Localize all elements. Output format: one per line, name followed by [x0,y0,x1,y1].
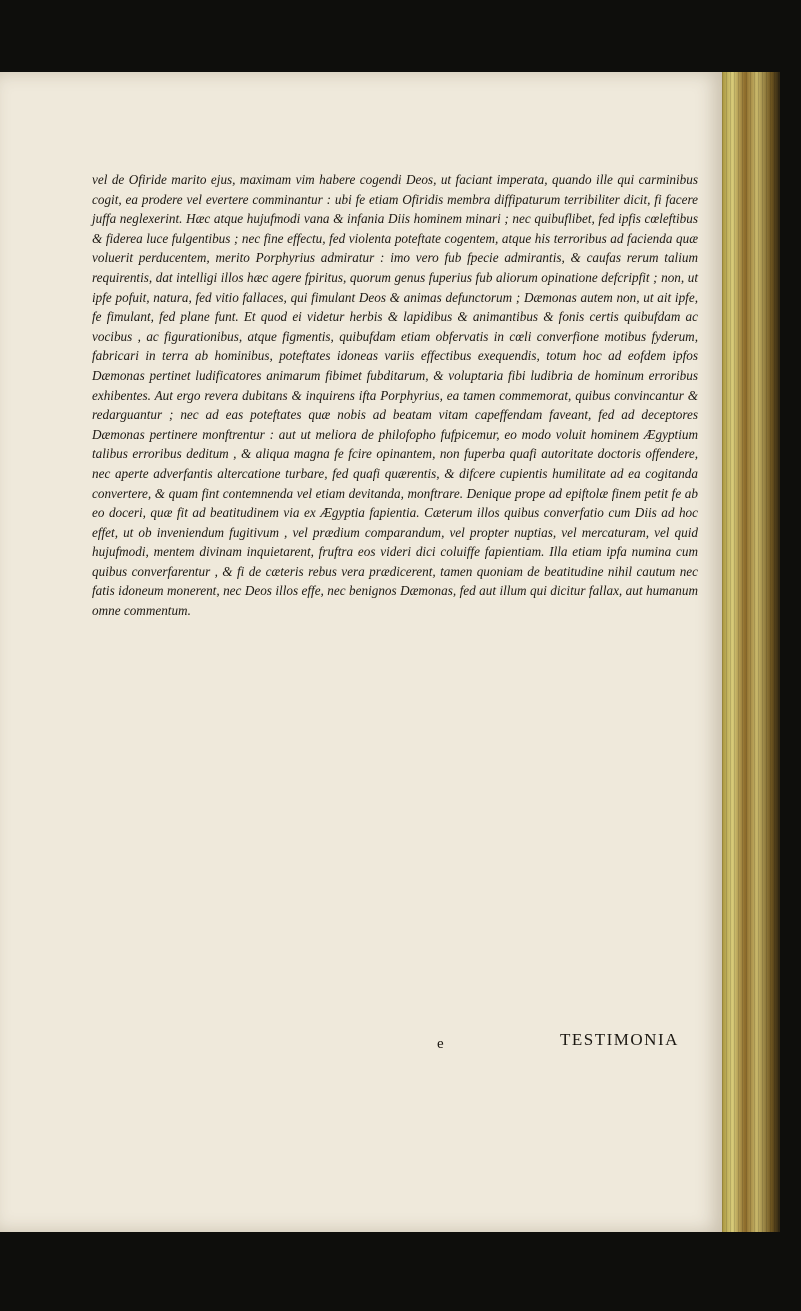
catchword: TESTIMONIA [560,1030,679,1049]
page-edge-texture [722,72,780,1232]
page-edge [722,72,780,1232]
body-text: vel de Ofiride marito ejus, maximam vim habere cogendi Deos, ut faciant imperata, quando ille qui carminibus cogit, ea prodere vel evertere comminantur : ubi fe etiam Ofiridis membra diffipaturum terribiliter dicit, fi facere juffa neglexerint. Hæc atque hujufmodi vana & infania Diis hominem minari ; nec quibuflibet, fed ipfis cœleftibus & fiderea luce fulgentibus ; nec fine effectu, fed violenta poteftate cogentem, atque his terroribus ad facienda quæ voluerit perducentem, merito Porphyrius admiratur : imo vero fub fpecie admirantis, & caufas rerum talium requirentis, dat intelligi illos hæc agere fpiritus, quorum genus fuperius fub aliorum opinatione defcripfit ; non, ut ipfe pofuit, natura, fed vitio fallaces, qui fimulant Deos & animas defunctorum ; Dæmonas autem non, ut ait ipfe, fe fimulant, fed plane funt. Et quod ei videtur herbis & lapidibus & animantibus & fonis certis quibufdam ac vocibus , ac figurationibus, atque figmentis, quibufdam etiam obfervatis in cœli converfione motibus fyderum, fabricari in terra ab hominibus, poteftates idoneas variis effectibus exequendis, totum hoc ad eofdem ipfos Dæmonas pertinet ludificatores animarum fibimet fubditarum, & voluptaria fibi ludibria de hominum erroribus exhibentes. Aut ergo revera dubitans & inquirens ifta Porphyrius, ea tamen commemorat, quibus convincantur & redarguantur ; nec ad eas poteftates quæ nobis ad beatam vitam capeffendam faveant, fed ad deceptores Dæmonas pertinere monftrentur : aut ut meliora de philofopho fufpicemur, eo modo voluit hominem Ægyptium talibus erroribus deditum , & aliqua magna fe fcire opinantem, non fuperba quafi autoritate doctoris offendere, nec aperte adverfantis altercatione turbare, fed quafi quærentis, & difcere cupientis humilitate ad ea cogitanda convertere, & quam fint contemnenda vel etiam devitanda, monftrare. Denique prope ad epiftolæ finem petit fe ab eo doceri, quæ fit ad beatitudinem via ex Ægyptia fapientia. Cæterum illos quibus converfatio cum Diis ad hoc effet, ut ob inveniendum fugitivum , vel prædium comparandum, vel propter nuptias, vel mercaturam, vel quid hujufmodi, mentem divinam inquietarent, fruftra eos videri dici coluiffe fapientiam. Illa etiam ipfa numina cum quibus converfarentur , & fi de cæteris rebus vera prædicerent, tamen quoniam de beatitudine nihil cautum nec fatis idoneum monerent, nec Deos illos effe, nec benignos Dæmonas, fed aut illum qui dicitur fallax, aut humanum omne commentum. [92,172,698,619]
signature-mark: e [437,1036,444,1052]
